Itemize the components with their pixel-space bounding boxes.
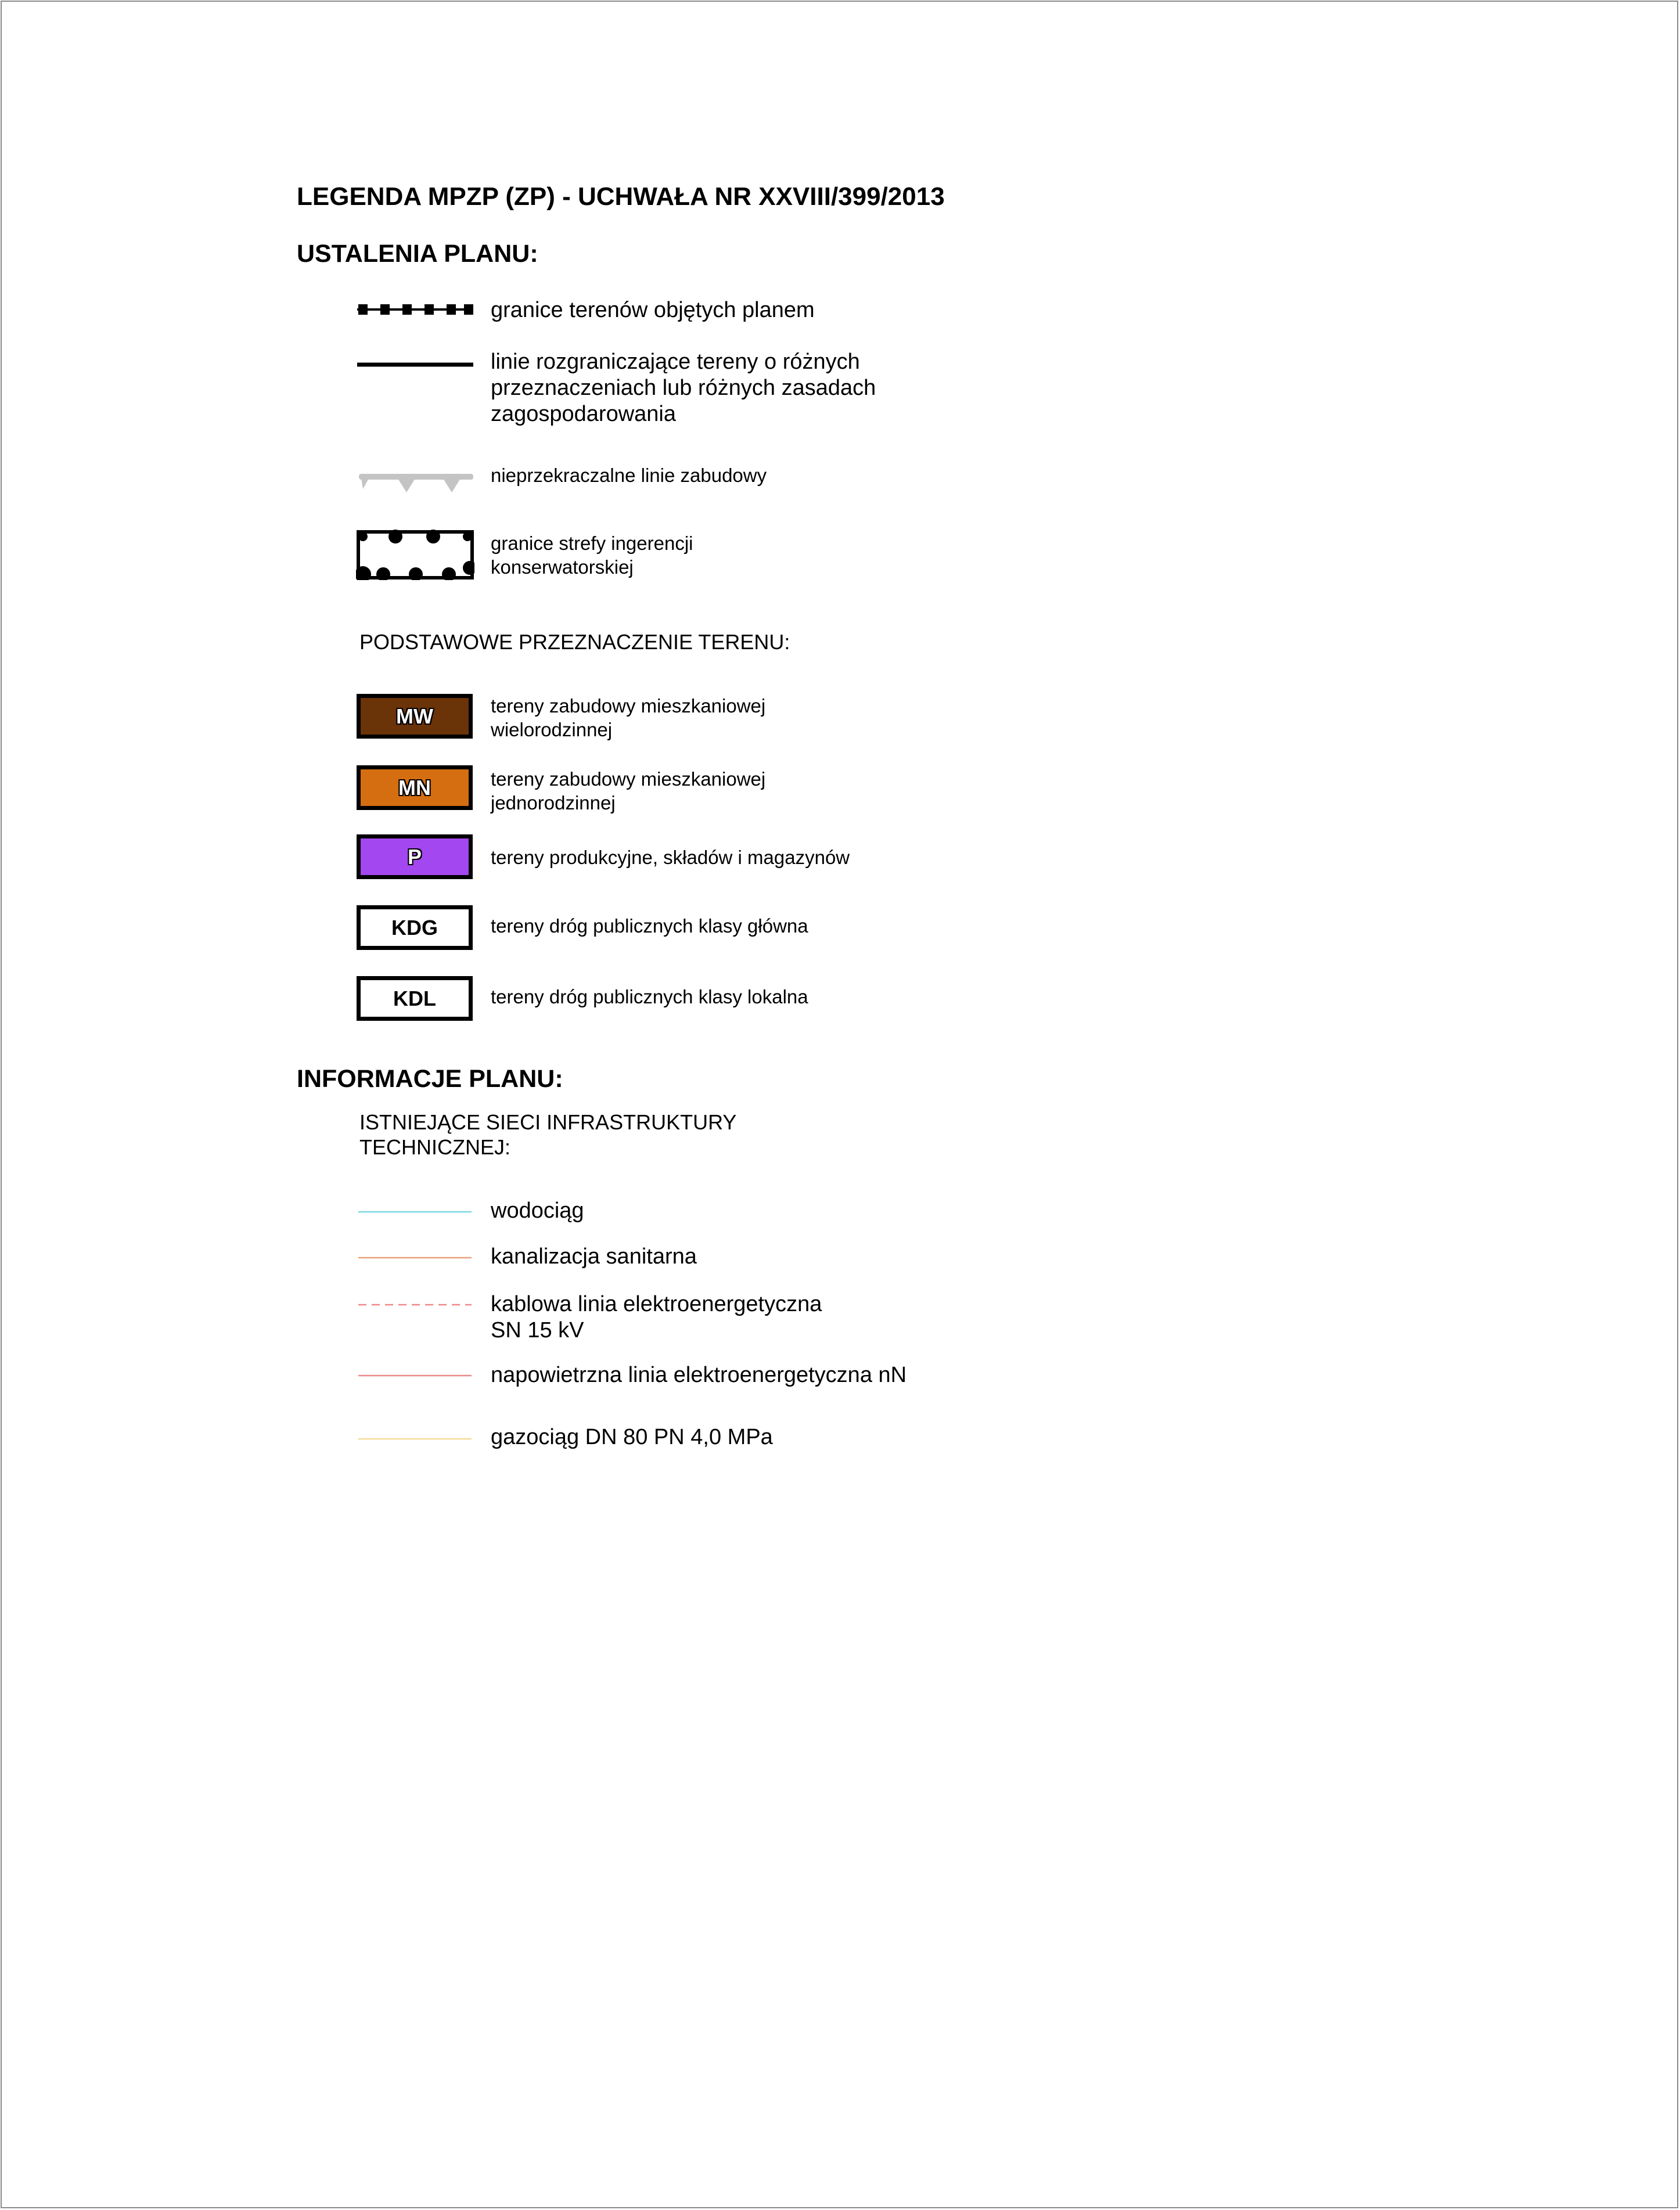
legend-label-building-line: nieprzekraczalne linie zabudowy [491, 465, 767, 486]
land-use-box-mw [357, 694, 473, 739]
land-use-label-mn-2: jednorodzinnej [491, 792, 616, 814]
water-pipe-symbol [358, 1210, 472, 1214]
section-heading-informacje: INFORMACJE PLANU: [297, 1065, 563, 1093]
legend-label-conservation-1: granice strefy ingerencji [491, 532, 693, 554]
subheading-land-use: PODSTAWOWE PRZEZNACZENIE TERENU: [359, 630, 790, 654]
network-label-sewer: kanalizacja sanitarna [491, 1244, 697, 1269]
land-use-box-kdg [357, 905, 473, 950]
network-label-cable-2: SN 15 kV [491, 1318, 584, 1342]
land-use-box-kdl [357, 976, 473, 1021]
page-border [1, 1, 1678, 2208]
land-use-code-kdg: KDG [391, 915, 438, 940]
land-use-code-mn: MN [398, 775, 431, 800]
solid-line-symbol [357, 361, 473, 368]
building-line-symbol [357, 470, 476, 494]
network-label-gas: gazociąg DN 80 PN 4,0 MPa [491, 1425, 773, 1449]
subheading-infrastructure-2: TECHNICZNEJ: [359, 1135, 510, 1159]
land-use-box-mn [357, 765, 473, 810]
legend-label-dividing-lines-2: przeznaczeniach lub różnych zasadach [491, 376, 876, 400]
land-use-label-mw-1: tereny zabudowy mieszkaniowej [491, 695, 766, 717]
legend-label-dividing-lines-1: linie rozgraniczające tereny o różnych [491, 350, 860, 374]
dotted-boundary-symbol [357, 302, 473, 317]
land-use-code-kdl: KDL [393, 986, 436, 1010]
cable-power-line-symbol [358, 1303, 472, 1306]
gas-pipe-symbol [358, 1437, 472, 1441]
land-use-label-kdl: tereny dróg publicznych klasy lokalna [491, 986, 808, 1007]
network-label-overhead: napowietrzna linia elektroenergetyczna nN [491, 1363, 907, 1387]
conservation-zone-symbol [356, 530, 474, 580]
subheading-infrastructure-1: ISTNIEJĄCE SIECI INFRASTRUKTURY [359, 1110, 737, 1134]
land-use-label-kdg: tereny dróg publicznych klasy główna [491, 915, 808, 937]
legend-label-boundary: granice terenów objętych planem [491, 298, 815, 322]
land-use-code-mw: MW [396, 704, 433, 728]
section-heading-ustalenia: USTALENIA PLANU: [297, 240, 538, 268]
land-use-label-mn-1: tereny zabudowy mieszkaniowej [491, 768, 766, 790]
land-use-box-p [357, 834, 473, 879]
sewer-symbol [358, 1256, 472, 1259]
legend-label-dividing-lines-3: zagospodarowania [491, 402, 677, 426]
overhead-power-line-symbol [358, 1374, 472, 1377]
legend-title: LEGENDA MPZP (ZP) - UCHWAŁA NR XXVIII/399/2013 [297, 182, 945, 211]
land-use-label-p: tereny produkcyjne, składów i magazynów [491, 847, 850, 868]
network-label-water: wodociąg [491, 1198, 584, 1223]
legend-label-conservation-2: konserwatorskiej [491, 556, 634, 578]
land-use-label-mw-2: wielorodzinnej [491, 719, 613, 740]
land-use-code-p: P [407, 844, 422, 869]
network-label-cable-1: kablowa linia elektroenergetyczna [491, 1292, 822, 1316]
